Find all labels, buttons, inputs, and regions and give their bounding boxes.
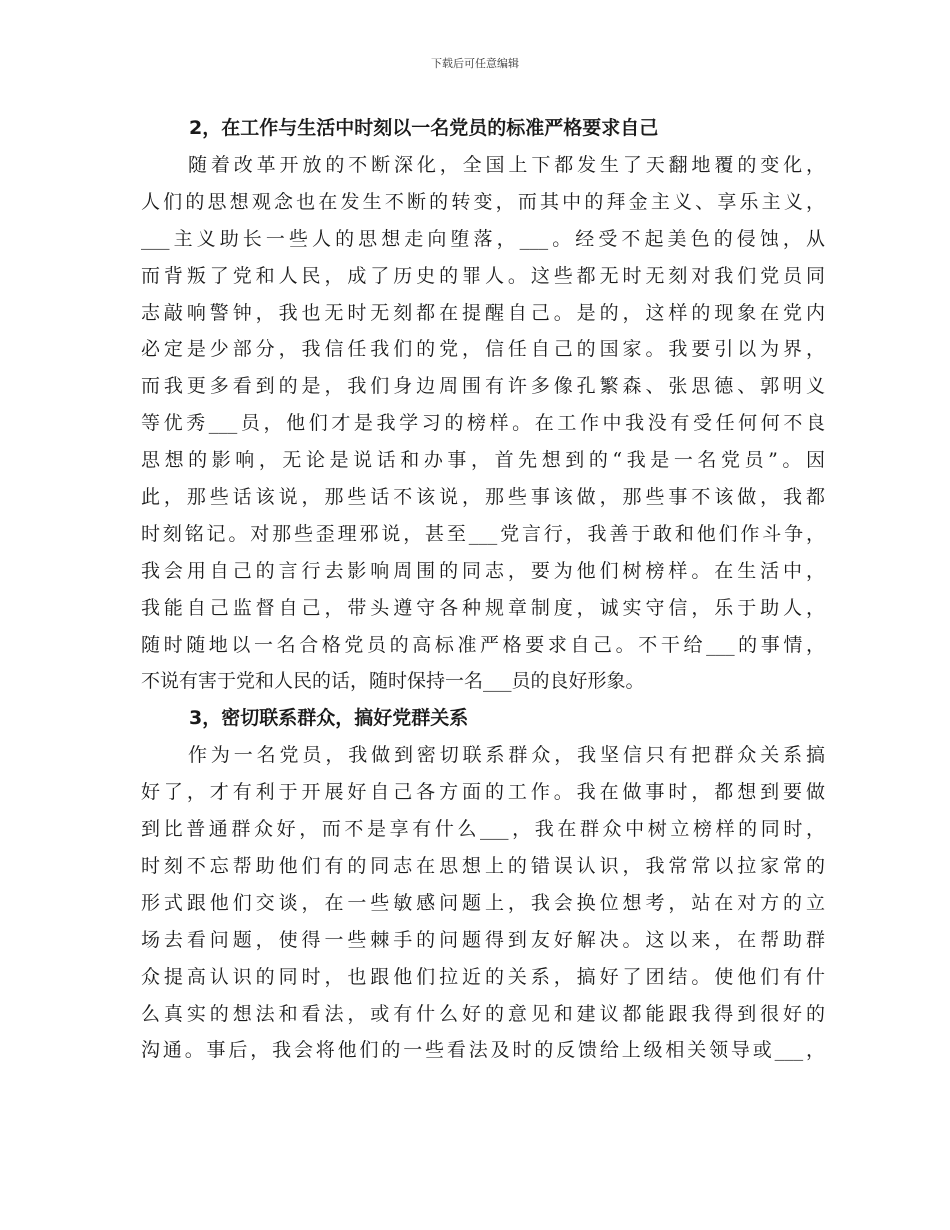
section-2-paragraph: [141, 147, 825, 700]
paragraph-line: 我能自己监督自己，带头遵守各种规章制度，诚实守信，乐于助人，: [141, 596, 825, 619]
paragraph-line: ___主义助长一些人的思想走向堕落，___。经受不起美色的侵蚀，从: [141, 227, 825, 250]
paragraph-line: 思想的影响，无论是说话和办事，首先想到的“我是一名党员”。因: [141, 449, 825, 472]
section-3-heading: 3，密切联系群众，搞好党群关系: [189, 707, 469, 730]
page-header: 下载后可任意编辑: [431, 57, 519, 70]
paragraph-line: 么真实的想法和看法，或有什么好的意见和建议都能跟我得到很好的: [141, 1002, 825, 1025]
paragraph-line: 时刻不忘帮助他们有的同志在思想上的错误认识，我常常以拉家常的: [141, 855, 825, 878]
paragraph-line: 好了，才有利于开展好自己各方面的工作。我在做事时，都想到要做: [141, 781, 825, 804]
document-body: [141, 110, 825, 1069]
paragraph-line: 时刻铭记。对那些歪理邪说，甚至___党言行，我善于敢和他们作斗争，: [141, 522, 825, 545]
paragraph-line: 沟通。事后，我会将他们的一些看法及时的反馈给上级相关领导或___，: [141, 1039, 825, 1062]
section-3-paragraph: [141, 737, 825, 1069]
paragraph-line: 形式跟他们交谈，在一些敏感问题上，我会换位想考，站在对方的立: [141, 891, 825, 914]
paragraph-line: 场去看问题，使得一些棘手的问题得到友好解决。这以来，在帮助群: [141, 928, 825, 951]
paragraph-line: 等优秀___员，他们才是我学习的榜样。在工作中我没有受任何何不良: [141, 412, 825, 435]
section-2-heading: 2，在工作与生活中时刻以一名党员的标准严格要求自己: [189, 117, 659, 139]
paragraph-line: 人们的思想观念也在发生不断的转变，而其中的拜金主义、享乐主义，: [141, 190, 825, 213]
paragraph-line: 必定是少部分，我信任我们的党，信任自己的国家。我要引以为界，: [141, 338, 825, 361]
paragraph-line: 我会用自己的言行去影响周围的同志，要为他们树榜样。在生活中，: [141, 559, 825, 582]
paragraph-line: 此，那些话该说，那些话不该说，那些事该做，那些事不该做，我都: [141, 486, 825, 509]
paragraph-line: 而我更多看到的是，我们身边周围有许多像孔繁森、张思德、郭明义: [141, 375, 825, 398]
paragraph-line: 随时随地以一名合格党员的高标准严格要求自己。不干给___的事情，: [141, 633, 825, 656]
paragraph-line: 而背叛了党和人民，成了历史的罪人。这些都无时无刻对我们党员同: [141, 264, 825, 287]
paragraph-line: 不说有害于党和人民的话，随时保持一名___员的良好形象。: [141, 670, 645, 693]
paragraph-line: 到比普通群众好，而不是享有什么___，我在群众中树立榜样的同时，: [141, 818, 825, 841]
paragraph-line: 作为一名党员，我做到密切联系群众，我坚信只有把群众关系搞: [188, 744, 825, 767]
paragraph-line: 众提高认识的同时，也跟他们拉近的关系，搞好了团结。使他们有什: [141, 965, 825, 988]
paragraph-line: 志敲响警钟，我也无时无刻都在提醒自己。是的，这样的现象在党内: [141, 301, 825, 324]
paragraph-line: 随着改革开放的不断深化，全国上下都发生了天翻地覆的变化，: [188, 154, 825, 176]
